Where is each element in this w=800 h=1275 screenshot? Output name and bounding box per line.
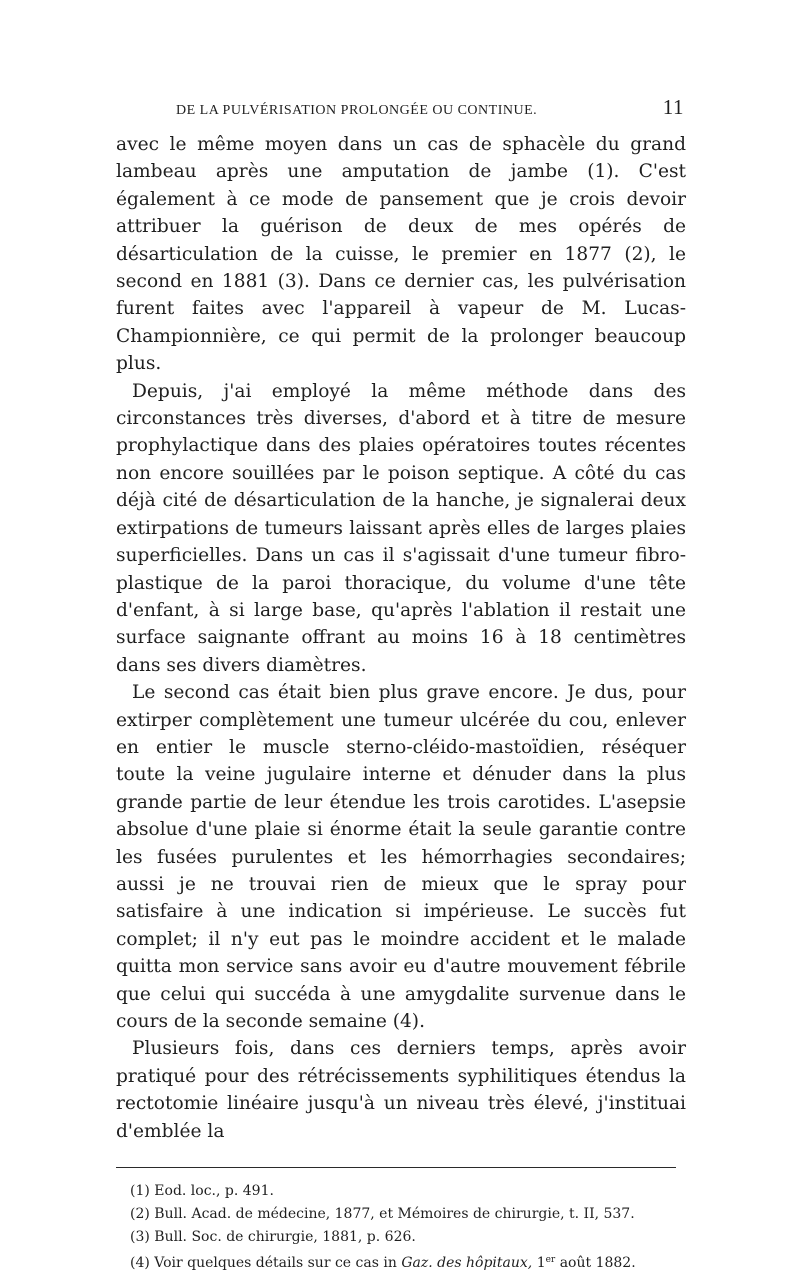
paragraph-4: Plusieurs fois, dans ces derniers temps, après avoir pratiqué pour des rétrécissements syphilitiques étendus la rectotomie linéaire jusqu'à un niveau très élevé, j'instituai d'emblée la — [116, 1038, 686, 1142]
footnote-4 — [130, 1249, 686, 1275]
footnote-date: août 1882. — [559, 1255, 636, 1272]
footnote-mark: (3) — [130, 1229, 150, 1246]
footnote-text: Bull. Acad. de médecine, 1877, et Mémoires de chirurgie, t. II, 537. — [154, 1206, 635, 1223]
footnote-3 — [130, 1226, 686, 1249]
footnote-day-suffix: er — [545, 1255, 556, 1266]
footnote-day: 1 — [536, 1255, 546, 1272]
footnote-journal: Gaz. des hôpitaux, — [401, 1255, 533, 1272]
footnote-mark: (1) — [130, 1183, 150, 1200]
page-number: 11 — [662, 95, 684, 119]
footnote-text: Bull. Soc. de chirurgie, 1881, p. 626. — [154, 1229, 416, 1246]
paragraph-3: Le second cas était bien plus grave encore. Je dus, pour extirper complètement une tumeur ulcérée du cou, enlever en entier le muscle sterno-cléido-mastoïdien, réséquer toute la veine jugulaire interne et dénuder dans la plus grande partie de leur étendue les trois carotides. L'asepsie absolue d'une plaie si énorme était la seule garantie contre les fusées purulentes et les hémorrhagies secondaires; aussi je ne trouvai rien de mieux que le spray pour satisfaire à une indication si impérieuse. Le succès fut complet; il n'y eut pas le moindre accident et le malade quitta mon service sans avoir eu d'autre mouvement fébrile que celui qui succéda à une amygdalite survenue dans le cours de la seconde semaine (4). — [116, 682, 686, 1032]
footnote-text: Voir quelques détails sur ce cas in — [154, 1255, 397, 1272]
paragraph-2: Depuis, j'ai employé la même méthode dans des circonstances très diverses, d'abord et à titre de mesure prophylactique dans des plaies opératoires toutes récentes non encore souillées par le poison septique. A côté du cas déjà cité de désarticulation de la hanche, je signalerai deux extirpations de tumeurs laissant après elles de larges plaies superficielles. Dans un cas il s'agissait d'une tumeur fibro-plastique de la paroi thoracique, du volume d'une tête d'enfant, à si large base, qu'après l'ablation il restait une surface saignante offrant au moins 16 à 18 centimètres dans ses divers diamètres. — [116, 380, 686, 676]
body-text — [116, 131, 686, 1145]
paragraph-1: avec le même moyen dans un cas de sphacèle du grand lambeau après une amputation de jambe (1). C'est également à ce mode de pansement que je crois devoir attribuer la guérison de deux de mes opérés de désarticulation de la cuisse, le premier en 1877 (2), le second en 1881 (3). Dans ce dernier cas, les pulvérisation furent faites avec l'appareil à vapeur de M. Lucas-Championnière, ce qui permit de la prolonger beaucoup plus. — [116, 134, 686, 375]
book-page — [116, 95, 686, 1275]
footnote-rule — [116, 1167, 676, 1168]
footnote-mark: (4) — [130, 1255, 150, 1272]
running-title: DE LA PULVÉRISATION PROLONGÉE OU CONTINUE. — [176, 103, 538, 118]
footnotes — [130, 1180, 686, 1275]
footnote-text: Eod. loc., p. 491. — [154, 1183, 274, 1200]
footnote-mark: (2) — [130, 1206, 150, 1223]
footnote-1 — [130, 1180, 686, 1203]
running-head — [116, 95, 686, 125]
